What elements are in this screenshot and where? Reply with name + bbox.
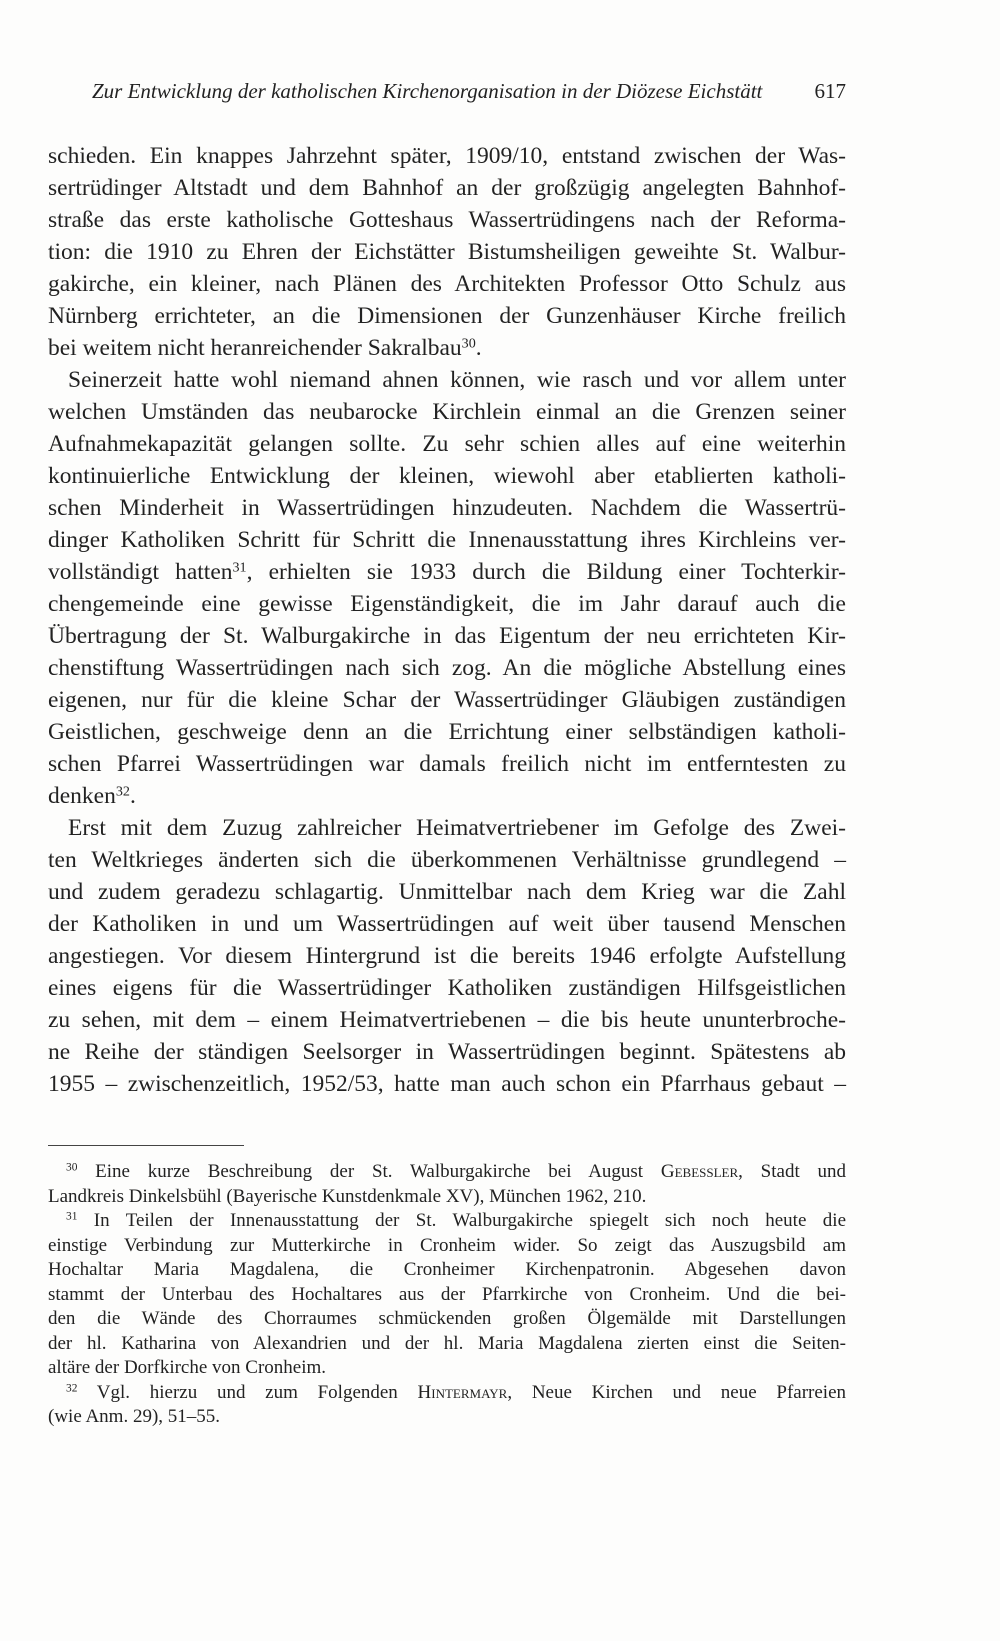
footnote-text: altäre der Dorfkirche von Cronheim. (48, 1357, 327, 1378)
running-header (92, 79, 846, 109)
footnote-text: den die Wände des Chorraumes schmückenden großen Ölgemälde mit Darstellungen (48, 1308, 846, 1329)
text-fragment: kontinuierliche Entwicklung der kleinen, wiewohl aber etablierten katholi- (48, 463, 846, 489)
text-fragment: ne Reihe der ständigen Seelsorger in Wassertrüdingen beginnt. Spätestens ab (48, 1039, 846, 1065)
text-fragment: schen Pfarrei Wassertrüdingen war damals freilich nicht im entferntesten zu (48, 751, 846, 777)
text-line (48, 748, 846, 780)
footnote-text: In Teilen der Innenausstattung der St. Walburgakirche spiegelt sich noch heute die (77, 1210, 846, 1231)
text-fragment: Seinerzeit hatte wohl niemand ahnen können, wie rasch und vor allem unter (68, 367, 846, 393)
footnote-line (48, 1185, 846, 1210)
text-line (48, 204, 846, 236)
text-fragment: schieden. Ein knappes Jahrzehnt später, 1909/10, entstand zwischen der Was- (48, 143, 846, 169)
footnote-text: einstige Verbindung zur Mutterkirche in Cronheim wider. So zeigt das Auszugsbild am (48, 1234, 846, 1256)
text-fragment: welchen Umständen das neubarocke Kirchlein einmal an die Grenzen seiner (48, 399, 846, 425)
text-line (48, 172, 846, 204)
footnote-number: 32 (66, 1382, 78, 1395)
footnote-reference[interactable]: 30 (461, 335, 476, 352)
text-line (48, 1068, 846, 1100)
text-fragment: denken (48, 783, 116, 809)
footnote-text: , Stadt und (738, 1161, 846, 1182)
text-fragment: und zudem geradezu schlagartig. Unmittelbar nach dem Krieg war die Zahl (48, 879, 846, 905)
footnote-line (48, 1307, 846, 1332)
text-line (48, 428, 846, 460)
text-fragment: straße das erste katholische Gotteshaus Wassertrüdingens nach der Reforma- (48, 207, 846, 233)
text-line (48, 844, 846, 876)
text-fragment: sertrüdinger Altstadt und dem Bahnhof an der großzügig angelegten Bahnhof- (48, 175, 846, 201)
footnote-separator (48, 1145, 244, 1146)
footnote-text: Hochaltar Maria Magdalena, die Cronheimer Kirchenpatronin. Abgesehen davon (48, 1259, 846, 1280)
text-fragment: chenstiftung Wassertrüdingen nach sich zog. An die mögliche Abstellung eines (48, 655, 846, 681)
footnote-text: stammt der Unterbau des Hochaltares aus der Pfarrkirche von Cronheim. Und die bei- (48, 1283, 846, 1305)
author-name: Hintermayr (417, 1381, 508, 1403)
footnote-line (48, 1405, 846, 1430)
text-fragment: . (129, 783, 136, 809)
text-line (48, 1004, 846, 1036)
body-text (48, 140, 846, 1100)
text-fragment: eigenen, nur für die kleine Schar der Wassertrüdinger Gläubigen zuständigen (48, 687, 846, 713)
text-line (48, 588, 846, 620)
text-line (48, 652, 846, 684)
text-fragment: Erst mit dem Zuzug zahlreicher Heimatvertriebener im Gefolge des Zwei- (68, 815, 846, 841)
page-number: 617 (814, 79, 846, 103)
footnotes (48, 1160, 846, 1430)
text-fragment: . (475, 335, 482, 361)
footnote-line (48, 1283, 846, 1308)
text-fragment: , erhielten sie 1933 durch die Bildung einer Tochterkir- (246, 559, 847, 585)
footnote-line (48, 1381, 846, 1406)
text-line (48, 1036, 846, 1068)
text-line (48, 812, 846, 844)
text-line (48, 524, 846, 556)
text-line (48, 940, 846, 972)
text-fragment: tion: die 1910 zu Ehren der Eichstätter Bistumsheiligen geweihte St. Walbur- (48, 239, 846, 265)
text-fragment: chengemeinde eine gewisse Eigenständigkeit, die im Jahr darauf auch die (48, 591, 846, 617)
footnote-reference[interactable]: 32 (115, 783, 130, 800)
author-name: Gebessler (660, 1161, 739, 1182)
text-line (48, 300, 846, 332)
footnote-line (48, 1160, 846, 1185)
text-fragment: Aufnahmekapazität gelangen sollte. Zu sehr schien alles auf eine weiterhin (48, 431, 846, 457)
footnote-text: der hl. Katharina von Alexandrien und der hl. Maria Magdalena zierten einst die Seiten- (48, 1332, 846, 1354)
text-line (48, 620, 846, 652)
text-fragment: ten Weltkrieges änderten sich die überkommenen Verhältnisse grundlegend – (48, 847, 846, 873)
text-line (48, 268, 846, 300)
text-fragment: angestiegen. Vor diesem Hintergrund ist die bereits 1946 erfolgte Aufstellung (48, 943, 846, 969)
footnote-reference[interactable]: 31 (232, 559, 247, 576)
footnote-line (48, 1332, 846, 1357)
text-fragment: eines eigens für die Wassertrüdinger Katholiken zuständigen Hilfsgeistlichen (48, 975, 846, 1001)
text-fragment: Nürnberg errichteter, an die Dimensionen der Gunzenhäuser Kirche freilich (48, 303, 846, 329)
text-line (48, 780, 846, 812)
footnote-line (48, 1234, 846, 1259)
text-fragment: vollständigt hatten (48, 559, 233, 585)
footnote-line (48, 1258, 846, 1283)
footnote-text: Vgl. hierzu und zum Folgenden (77, 1381, 418, 1403)
footnote-number: 31 (66, 1210, 78, 1223)
text-fragment: Geistlichen, geschweige denn an die Errichtung einer selbständigen katholi- (48, 719, 846, 745)
text-line (48, 492, 846, 524)
text-line (48, 876, 846, 908)
text-fragment: Übertragung der St. Walburgakirche in das Eigentum der neu errichteten Kir- (48, 623, 846, 649)
text-line (48, 716, 846, 748)
text-fragment: bei weitem nicht heranreichender Sakralbau (48, 335, 462, 361)
footnote-line (48, 1209, 846, 1234)
text-line (48, 556, 846, 588)
text-fragment: 1955 – zwischenzeitlich, 1952/53, hatte man auch schon ein Pfarrhaus gebaut – (48, 1071, 846, 1097)
text-line (48, 140, 846, 172)
text-line (48, 236, 846, 268)
footnote-text: Eine kurze Beschreibung der St. Walburgakirche bei August (77, 1161, 661, 1182)
text-line (48, 460, 846, 492)
text-line (48, 364, 846, 396)
running-title: Zur Entwicklung der katholischen Kirchenorganisation in der Diözese Eichstätt (92, 79, 763, 103)
footnote-text: Landkreis Dinkelsbühl (Bayerische Kunstdenkmale XV), München 1962, 210. (48, 1185, 647, 1207)
text-line (48, 396, 846, 428)
footnote-text: (wie Anm. 29), 51–55. (48, 1406, 221, 1427)
footnote-line (48, 1356, 846, 1381)
footnote-number: 30 (66, 1161, 78, 1174)
text-line (48, 908, 846, 940)
text-line (48, 332, 846, 364)
text-line (48, 972, 846, 1004)
footnote-text: , Neue Kirchen und neue Pfarreien (507, 1381, 846, 1403)
text-fragment: zu sehen, mit dem – einem Heimatvertriebenen – die bis heute ununterbroche- (48, 1007, 846, 1033)
text-fragment: der Katholiken in und um Wassertrüdingen auf weit über tausend Menschen (48, 911, 846, 937)
text-fragment: schen Minderheit in Wassertrüdingen hinzudeuten. Nachdem die Wassertrü- (48, 495, 846, 521)
text-fragment: dinger Katholiken Schritt für Schritt die Innenausstattung ihres Kirchleins ver- (48, 527, 846, 553)
text-fragment: gakirche, ein kleiner, nach Plänen des Architekten Professor Otto Schulz aus (48, 271, 846, 297)
text-line (48, 684, 846, 716)
